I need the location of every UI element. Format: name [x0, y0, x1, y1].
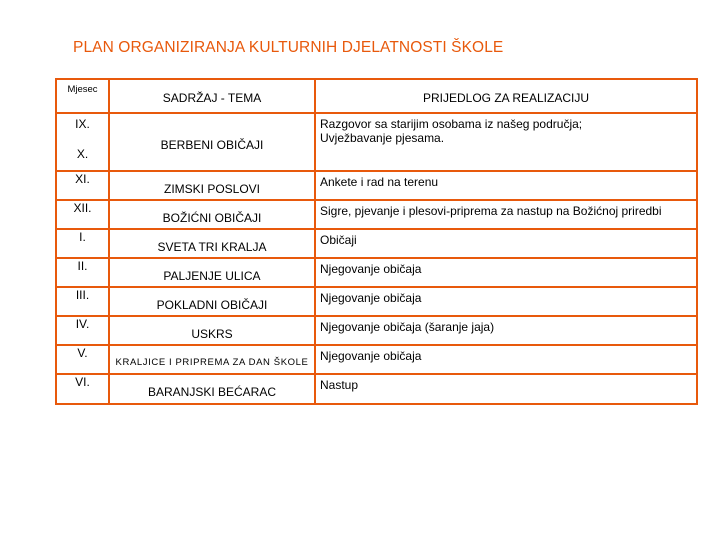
month-cell: IV.	[56, 316, 109, 345]
month-cell: II.	[56, 258, 109, 287]
header-month: Mjesec	[56, 79, 109, 113]
month-cell: III.	[56, 287, 109, 316]
month-label: X.	[76, 147, 89, 161]
topic-cell: SVETA TRI KRALJA	[109, 229, 315, 258]
suggestion-cell: Nastup	[315, 374, 697, 404]
suggestion-line: Uvježbavanje pjesama.	[320, 131, 445, 145]
month-cell	[56, 113, 109, 171]
month-cell: XI.	[56, 171, 109, 200]
suggestion-cell: Njegovanje običaja	[315, 287, 697, 316]
suggestion-cell: Ankete i rad na terenu	[315, 171, 697, 200]
table-row	[56, 345, 697, 374]
topic-cell: KRALJICE I PRIPREMA ZA DAN ŠKOLE	[109, 345, 315, 374]
suggestion-cell: Sigre, pjevanje i plesovi-priprema za nastup na Božićnoj priredbi	[315, 200, 697, 229]
suggestion-cell: Njegovanje običaja	[315, 345, 697, 374]
suggestion-cell: Običaji	[315, 229, 697, 258]
table-row	[56, 229, 697, 258]
table-row	[56, 316, 697, 345]
header-topic: SADRŽAJ - TEMA	[109, 79, 315, 113]
month-cell: I.	[56, 229, 109, 258]
month-cell: XII.	[56, 200, 109, 229]
month-cell: V.	[56, 345, 109, 374]
month-cell: VI.	[56, 374, 109, 404]
topic-cell: USKRS	[109, 316, 315, 345]
topic-cell: BARANJSKI BEĆARAC	[109, 374, 315, 404]
suggestion-line: Razgovor sa starijim osobama iz našeg područja;	[320, 117, 583, 131]
table-header-row	[56, 79, 697, 113]
topic-cell: BOŽIĆNI OBIČAJI	[109, 200, 315, 229]
table-row	[56, 171, 697, 200]
plan-table	[55, 78, 698, 405]
topic-cell: BERBENI OBIČAJI	[109, 113, 315, 171]
table-row	[56, 374, 697, 404]
suggestion-cell: Njegovanje običaja	[315, 258, 697, 287]
suggestion-cell: Njegovanje običaja (šaranje jaja)	[315, 316, 697, 345]
table-row	[56, 287, 697, 316]
table-row	[56, 113, 697, 171]
topic-cell: POKLADNI OBIČAJI	[109, 287, 315, 316]
page-title: PLAN ORGANIZIRANJA KULTURNIH DJELATNOSTI ŠKOLE	[73, 39, 504, 56]
header-suggestion: PRIJEDLOG ZA REALIZACIJU	[315, 79, 697, 113]
topic-cell: PALJENJE ULICA	[109, 258, 315, 287]
table-row	[56, 200, 697, 229]
suggestion-cell	[315, 113, 697, 171]
table-row	[56, 258, 697, 287]
month-label: IX.	[75, 117, 90, 131]
topic-cell: ZIMSKI POSLOVI	[109, 171, 315, 200]
